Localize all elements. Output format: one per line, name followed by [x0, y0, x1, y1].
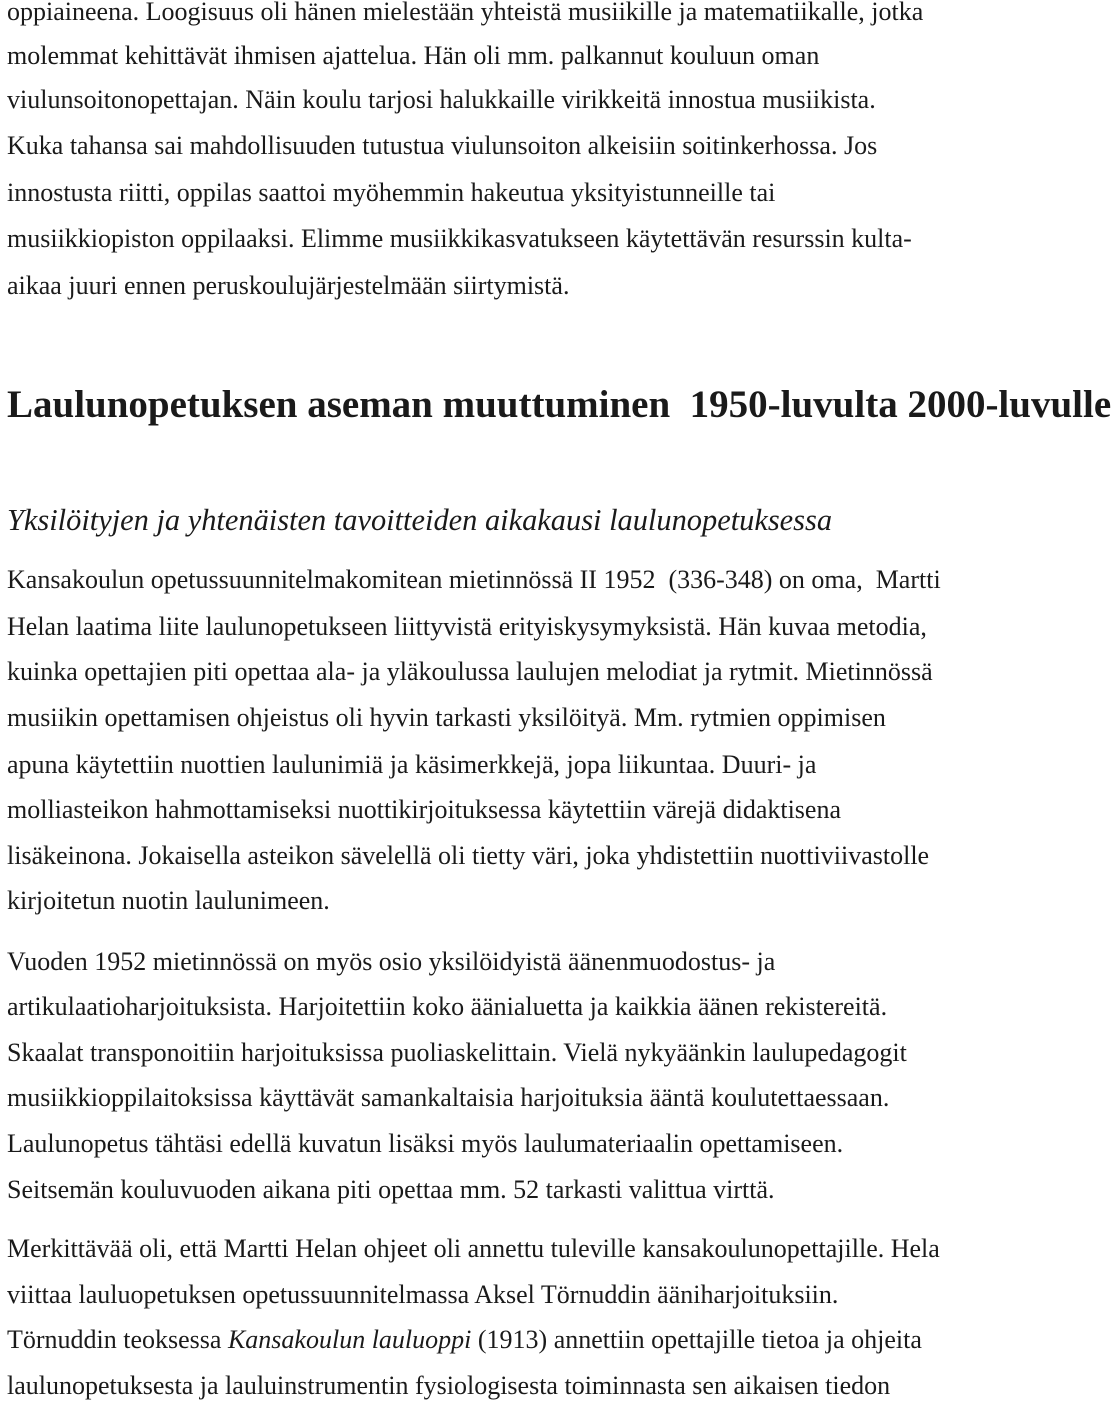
text-line: musiikkiopiston oppilaaksi. Elimme musiikkikasvatukseen käytettävän resurssin kulta-: [7, 224, 912, 253]
text-segment: Törnuddin teoksessa: [7, 1325, 228, 1354]
text-line: artikulaatioharjoituksista. Harjoitettiin koko äänialuetta ja kaikkia äänen rekistereitä.: [7, 992, 888, 1021]
text-line: Kansakoulun opetussuunnitelmakomitean mietinnössä II 1952 (336-348) on oma, Martti: [7, 565, 941, 594]
book-title: Kansakoulun lauluoppi: [227, 1325, 472, 1354]
text-line: apuna käytettiin nuottien laulunimiä ja käsimerkkejä, jopa liikuntaa. Duuri- ja: [7, 750, 817, 779]
text-line: Kuka tahansa sai mahdollisuuden tutustua viulunsoiton alkeisiin soitinkerhossa. Jos: [7, 131, 878, 160]
text-line: aikaa juuri ennen peruskoulujärjestelmään siirtymistä.: [7, 271, 570, 300]
section-heading: Laulunopetuksen aseman muuttuminen 1950-luvulta 2000-luvulle: [7, 383, 1111, 426]
text-line: Seitsemän kouluvuoden aikana piti opettaa mm. 52 tarkasti valittua virttä.: [7, 1175, 775, 1204]
text-line: Merkittävää oli, että Martti Helan ohjeet oli annettu tuleville kansakoulunopettajille. Hela: [7, 1234, 940, 1263]
text-line: lisäkeinona. Jokaisella asteikon sävelellä oli tietty väri, joka yhdistettiin nuottiviivastolle: [7, 841, 930, 870]
text-line: musiikkioppilaitoksissa käyttävät samankaltaisia harjoituksia ääntä koulutettaessaan.: [7, 1083, 890, 1112]
text-line: Helan laatima liite laulunopetukseen liittyvistä erityiskysymyksistä. Hän kuvaa metodia,: [7, 612, 927, 641]
text-line: kirjoitetun nuotin laulunimeen.: [7, 886, 330, 915]
text-line: molliasteikon hahmottamiseksi nuottikirjoituksessa käytettiin värejä didaktisena: [7, 795, 842, 824]
text-line: viittaa lauluopetuksen opetussuunnitelmassa Aksel Törnuddin ääniharjoituksiin.: [7, 1280, 839, 1309]
text-segment: (1913) annettiin opettajille tietoa ja ohjeita: [471, 1325, 922, 1354]
text-line: laulunopetuksesta ja lauluinstrumentin fysiologisesta toiminnasta sen aikaisen tiedon: [7, 1371, 891, 1400]
text-line: viulunsoitonopettajan. Näin koulu tarjosi halukkaille virikkeitä innostua musiikista.: [7, 85, 876, 114]
text-line: innostusta riitti, oppilas saattoi myöhemmin hakeutua yksityistunneille tai: [7, 178, 776, 207]
text-line: molemmat kehittävät ihmisen ajattelua. Hän oli mm. palkannut kouluun oman: [7, 41, 820, 70]
text-line: musiikin opettamisen ohjeistus oli hyvin tarkasti yksilöityä. Mm. rytmien oppimisen: [7, 703, 886, 732]
subsection-heading: Yksilöityjen ja yhtenäisten tavoitteiden aikakausi laulunopetuksessa: [7, 503, 833, 537]
text-line: Skaalat transponoitiin harjoituksissa puoliaskelittain. Vielä nykyäänkin laulupedagogit: [7, 1038, 907, 1067]
text-line: oppiaineena. Loogisuus oli hänen mielestään yhteistä musiikille ja matematiikalle, jotka: [7, 0, 924, 26]
text-line: Laulunopetus tähtäsi edellä kuvatun lisäksi myös laulumateriaalin opettamiseen.: [7, 1129, 844, 1158]
text-line: kuinka opettajien piti opettaa ala- ja yläkoulussa laulujen melodiat ja rytmit. Mietinnössä: [7, 657, 933, 686]
text-line: Vuoden 1952 mietinnössä on myös osio yksilöidyistä äänenmuodostus- ja: [7, 947, 776, 976]
text-line: [7, 1325, 922, 1355]
